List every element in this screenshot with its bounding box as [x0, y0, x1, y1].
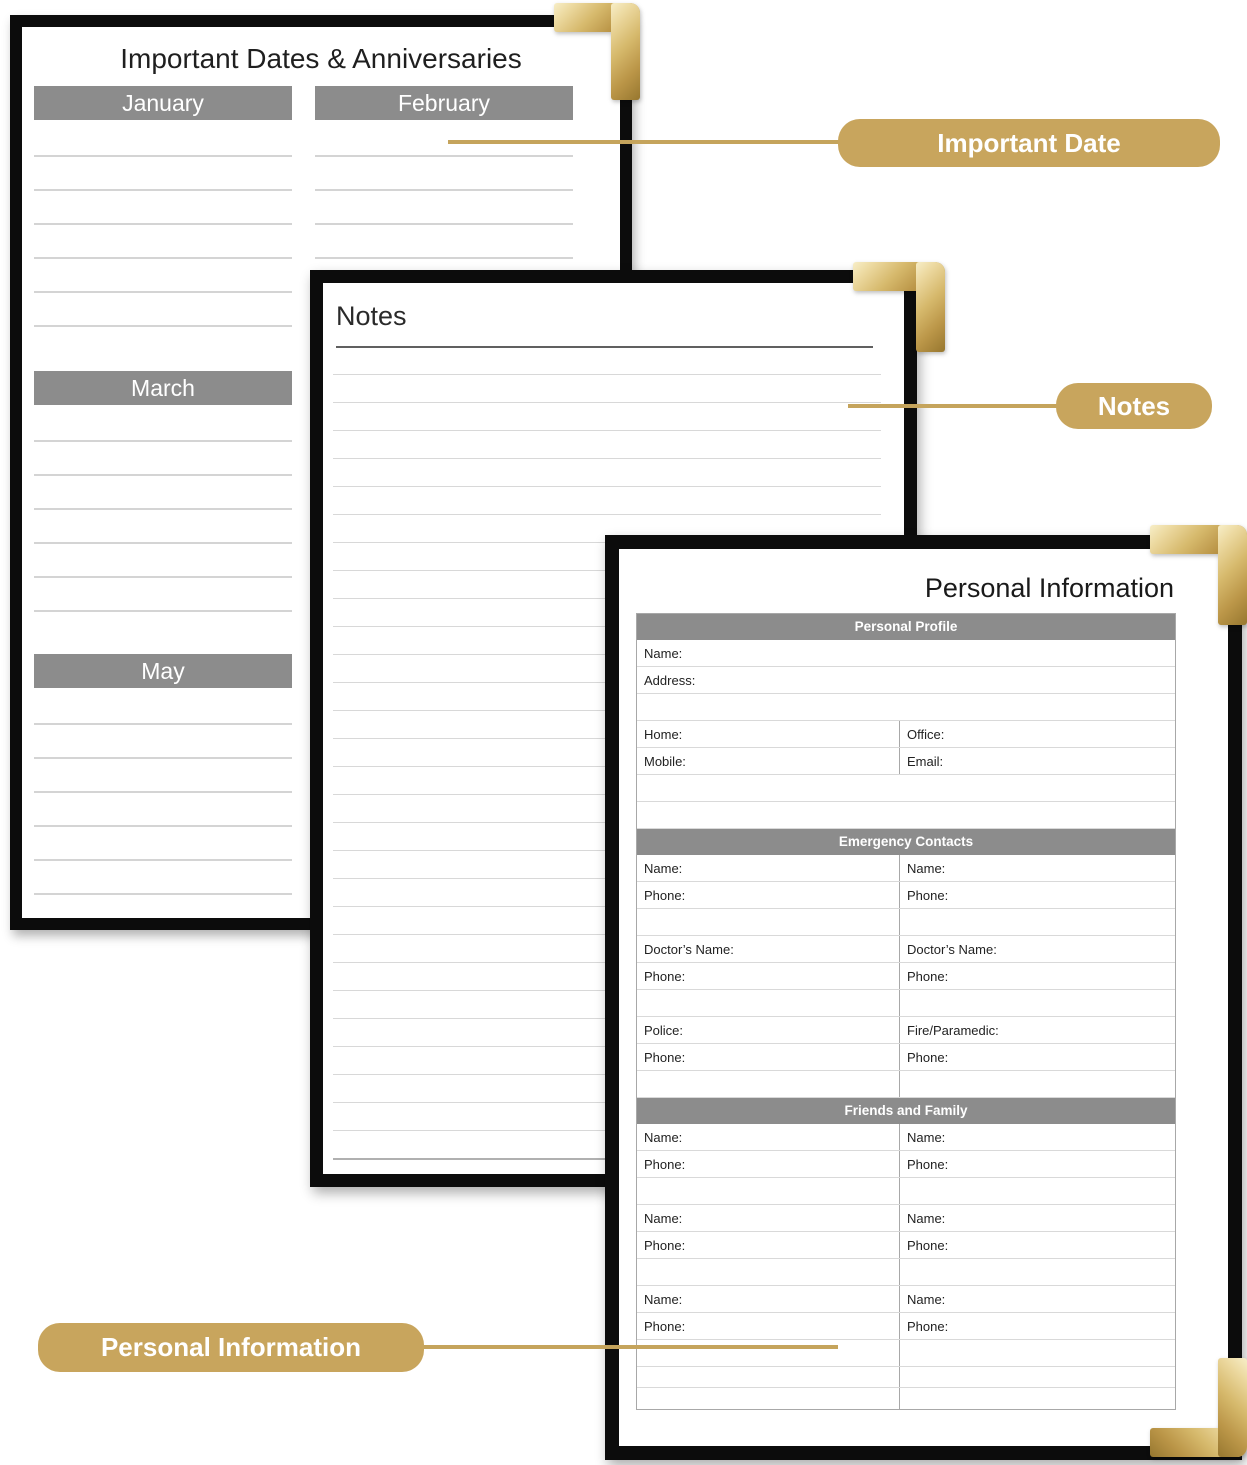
field-label: Phone: [899, 1044, 1175, 1070]
gold-corner-icon [853, 262, 945, 352]
field-label: Name: [899, 855, 1175, 881]
table-row [637, 1124, 1175, 1151]
notes-badge-label: Notes [1097, 390, 1171, 421]
table-row [637, 855, 1175, 882]
field-label: Address: [644, 672, 696, 688]
table-row [637, 748, 1175, 775]
table-section-header: Personal Profile [637, 614, 1175, 640]
field-label [899, 990, 1175, 1016]
field-label: Name: [644, 860, 683, 876]
field-label [637, 1340, 899, 1366]
ruled-line [34, 825, 292, 827]
table-row [637, 640, 1175, 667]
field-label [637, 990, 899, 1016]
field-label: Phone: [644, 968, 686, 984]
important-dates-title: Important Dates & Anniversaries [120, 43, 522, 74]
table-row [637, 1286, 1175, 1313]
personal-information-badge-label: Personal Information [100, 1332, 362, 1362]
ruled-line [34, 257, 292, 259]
field-label: Office: [899, 721, 1175, 747]
ruled-line [34, 723, 292, 725]
field-label [899, 1178, 1175, 1204]
field-label [637, 1071, 899, 1097]
personal-info-table [636, 613, 1176, 1410]
table-blank-row [637, 1367, 1175, 1388]
table-blank-row [637, 1071, 1175, 1098]
important-date-badge-label: Important Date [937, 127, 1121, 158]
table-blank-row [637, 909, 1175, 936]
field-label: Phone: [899, 1313, 1175, 1339]
table-blank-row [637, 1259, 1175, 1286]
table-row [637, 667, 1175, 694]
ruled-line [34, 325, 292, 327]
table-row [637, 1017, 1175, 1044]
table-section-header: Friends and Family [637, 1098, 1175, 1124]
field-label [637, 909, 899, 935]
field-label: Police: [644, 1022, 684, 1038]
ruled-line [333, 486, 881, 487]
personal-information-leader-line [422, 1345, 838, 1349]
month-header-january: January [34, 86, 292, 120]
field-label: Name: [644, 1291, 683, 1307]
field-label [899, 1340, 1175, 1366]
field-label [637, 1388, 899, 1409]
ruled-line [34, 291, 292, 293]
field-label: Phone: [644, 1318, 686, 1334]
field-label: Phone: [644, 1237, 686, 1253]
table-row [637, 936, 1175, 963]
field-label: Phone: [644, 1049, 686, 1065]
ruled-line [34, 474, 292, 476]
field-label: Doctor’s Name: [644, 941, 734, 957]
table-blank-row [637, 802, 1175, 829]
personal-information-badge [38, 1323, 424, 1372]
field-label: Fire/Paramedic: [899, 1017, 1175, 1043]
table-blank-row [637, 775, 1175, 802]
table-section-header: Emergency Contacts [637, 829, 1175, 855]
personal-info-paper [619, 549, 1228, 1446]
table-blank-row [637, 694, 1175, 721]
table-row [637, 721, 1175, 748]
ruled-line [333, 458, 881, 459]
ruled-line [34, 757, 292, 759]
table-blank-row [637, 1388, 1175, 1409]
ruled-line [315, 223, 573, 225]
ruled-line [34, 440, 292, 442]
ruled-line [315, 189, 573, 191]
gold-corner-icon [1150, 525, 1247, 625]
field-label [899, 1071, 1175, 1097]
ruled-line [34, 223, 292, 225]
personal-info-page [605, 535, 1242, 1460]
field-label: Phone: [899, 1151, 1175, 1177]
field-label: Email: [899, 748, 1175, 774]
ruled-line [333, 514, 881, 515]
field-label: Name: [899, 1205, 1175, 1231]
table-row [637, 882, 1175, 909]
field-label [637, 1178, 899, 1204]
field-label: Name: [644, 1210, 683, 1226]
ruled-line [34, 542, 292, 544]
field-label: Phone: [899, 963, 1175, 989]
field-label: Phone: [899, 882, 1175, 908]
ruled-line [34, 508, 292, 510]
table-row [637, 1151, 1175, 1178]
field-label [637, 1367, 899, 1387]
field-label: Phone: [899, 1232, 1175, 1258]
ruled-line [34, 610, 292, 612]
table-row [637, 1313, 1175, 1340]
table-row [637, 1044, 1175, 1071]
month-header-february: February [315, 86, 573, 120]
field-label [637, 1259, 899, 1285]
field-label: Home: [644, 726, 683, 742]
field-label [899, 909, 1175, 935]
notes-leader-line [848, 404, 1058, 408]
ruled-line [34, 155, 292, 157]
notes-title: Notes [336, 301, 407, 331]
important-date-leader-line [448, 140, 840, 144]
table-blank-row [637, 990, 1175, 1017]
ruled-line [34, 859, 292, 861]
field-label: Name: [644, 645, 683, 661]
notes-badge [1056, 383, 1212, 429]
field-label: Name: [899, 1124, 1175, 1150]
ruled-line [333, 402, 881, 403]
field-label: Name: [644, 1129, 683, 1145]
field-label [899, 1367, 1175, 1387]
important-date-badge [838, 119, 1220, 167]
field-label: Name: [899, 1286, 1175, 1312]
field-label: Phone: [644, 1156, 686, 1172]
ruled-line [315, 155, 573, 157]
ruled-line [34, 791, 292, 793]
personal-info-title: Personal Information [924, 573, 1174, 603]
field-label [899, 1259, 1175, 1285]
ruled-line [34, 893, 292, 895]
month-header-may: May [34, 654, 292, 688]
field-label [899, 1388, 1175, 1409]
notes-title-underline [336, 346, 873, 348]
ruled-line [34, 576, 292, 578]
dates-column-left [34, 27, 292, 918]
ruled-line [333, 430, 881, 431]
month-header-march: March [34, 371, 292, 405]
gold-corner-icon [554, 3, 640, 100]
table-row [637, 1205, 1175, 1232]
table-row [637, 963, 1175, 990]
field-label: Phone: [644, 887, 686, 903]
ruled-line [333, 374, 881, 375]
table-row [637, 1232, 1175, 1259]
gold-corner-icon [1150, 1358, 1247, 1457]
ruled-line [315, 257, 573, 259]
ruled-line [34, 189, 292, 191]
table-blank-row [637, 1178, 1175, 1205]
field-label: Mobile: [644, 753, 686, 769]
field-label: Doctor’s Name: [899, 936, 1175, 962]
